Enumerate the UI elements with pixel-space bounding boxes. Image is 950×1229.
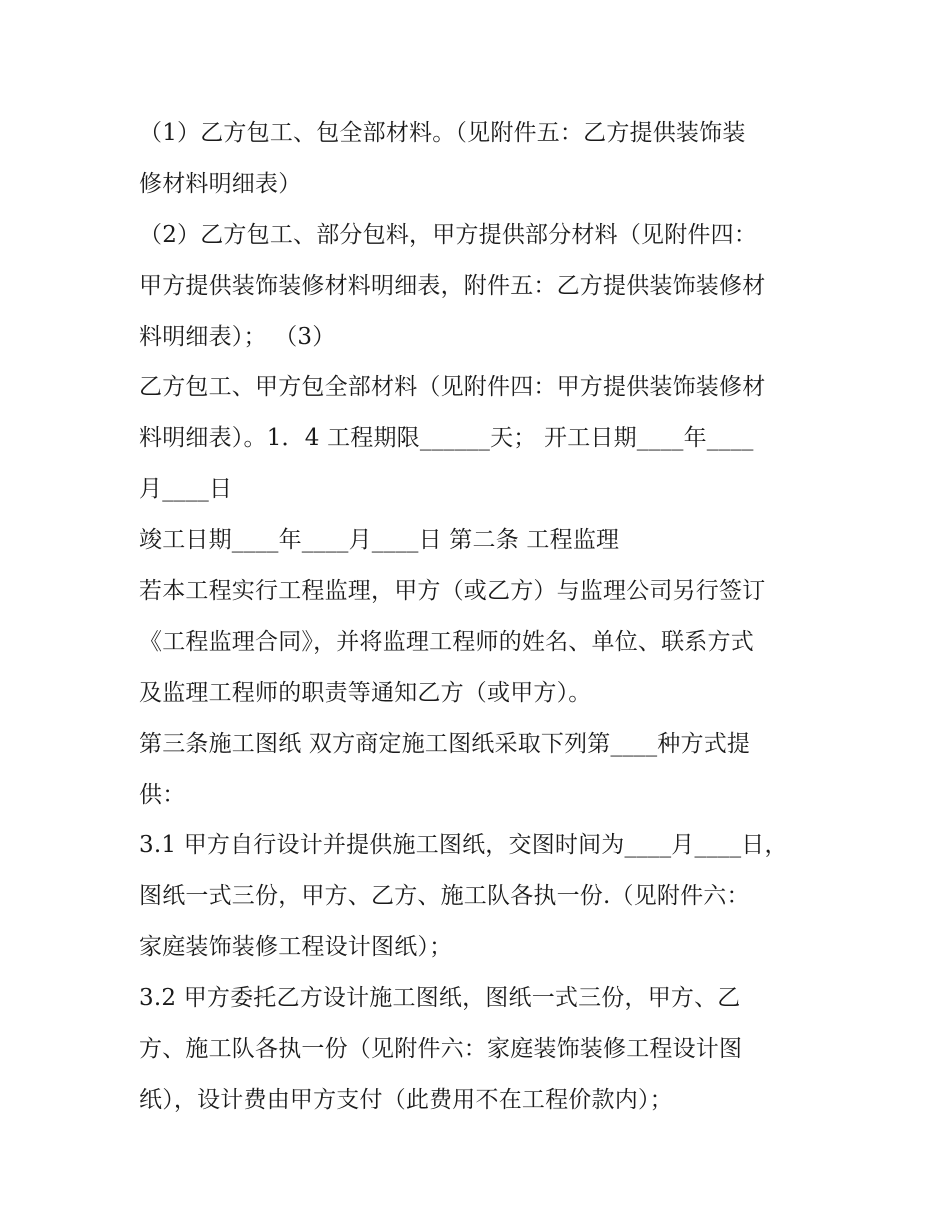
text-line: 3.2 甲方委托乙方设计施工图纸，图纸一式三份，甲方、乙	[139, 985, 741, 1012]
text-line: 料明细表）。1．4 工程期限______天； 开工日期____年____	[139, 425, 754, 452]
text-line: 图纸一式三份，甲方、乙方、施工队各执一份.（见附件六：	[139, 883, 750, 910]
text-line: 若本工程实行工程监理，甲方（或乙方）与监理公司另行签订	[139, 578, 766, 605]
text-line: 供：	[139, 781, 186, 808]
text-line: 方、施工队各执一份（见附件六：家庭装饰装修工程设计图	[139, 1036, 743, 1063]
text-line: 料明细表）； （3）	[139, 323, 336, 350]
text-line: 纸），设计费由甲方支付（此费用不在工程价款内）；	[139, 1086, 673, 1113]
text-line: 第三条施工图纸 双方商定施工图纸采取下列第____种方式提	[139, 730, 751, 757]
text-line: 甲方提供装饰装修材料明细表，附件五：乙方提供装饰装修材	[139, 272, 766, 299]
text-line: 家庭装饰装修工程设计图纸）；	[139, 934, 453, 961]
text-line: （2）乙方包工、部分包料，甲方提供部分材料（见附件四：	[139, 221, 758, 248]
text-line: 乙方包工、甲方包全部材料（见附件四：甲方提供装饰装修材	[139, 374, 766, 401]
text-line: （1）乙方包工、包全部材料。（见附件五：乙方提供装饰装	[139, 120, 746, 146]
text-line: 及监理工程师的职责等通知乙方（或甲方）。	[139, 679, 592, 706]
text-line: 《工程监理合同》，并将监理工程师的姓名、单位、联系方式	[139, 628, 754, 655]
text-line: 3.1 甲方自行设计并提供施工图纸，交图时间为____月____日，	[139, 832, 788, 859]
text-line: 修材料明细表）	[139, 170, 302, 197]
document-body	[139, 108, 829, 1126]
text-line: 竣工日期____年____月____日 第二条 工程监理	[139, 527, 620, 554]
text-line: 月____日	[139, 476, 233, 503]
